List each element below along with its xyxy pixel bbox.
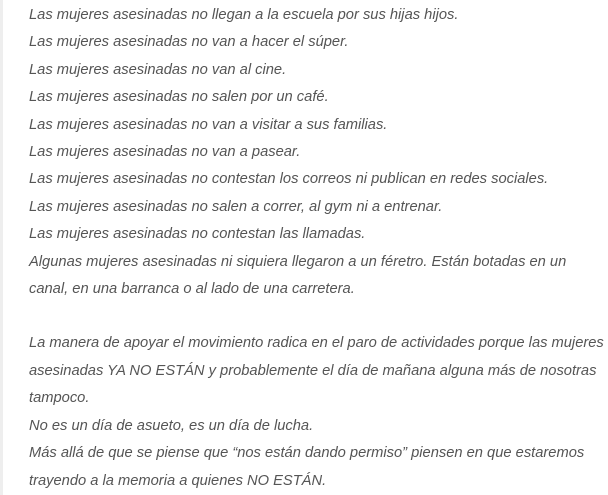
text-line: Las mujeres asesinadas no van a pasear. — [29, 144, 301, 161]
text-line: trayendo a la memoria a quienes NO ESTÁN. — [29, 472, 327, 489]
paragraph-spacer — [29, 303, 608, 330]
text-line: canal, en una barranca o al lado de una carretera. — [29, 281, 355, 298]
text-line: tampoco. — [29, 390, 90, 407]
text-line: Las mujeres asesinadas no salen por un café. — [29, 89, 329, 106]
text-line: No es un día de asueto, es un día de lucha. — [29, 417, 314, 434]
text-line: Las mujeres asesinadas no contestan las llamadas. — [29, 226, 366, 243]
text-line: Las mujeres asesinadas no van a visitar a sus familias. — [29, 116, 388, 133]
text-line: Las mujeres asesinadas no salen a correr, al gym ni a entrenar. — [29, 198, 443, 215]
text-line: Las mujeres asesinadas no van al cine. — [29, 61, 287, 78]
text-line: Más allá de que se piense que “nos están dando permiso” piensen en que estaremos — [29, 445, 585, 462]
text-line: Las mujeres asesinadas no contestan los correos ni publican en redes sociales. — [29, 171, 549, 188]
text-line: Algunas mujeres asesinadas ni siquiera llegaron a un féretro. Están botadas en un — [29, 253, 567, 270]
paragraph-strike-call — [29, 330, 608, 494]
text-line: Las mujeres asesinadas no van a hacer el súper. — [29, 34, 349, 51]
paragraph-murdered-women — [29, 2, 608, 303]
text-line: Las mujeres asesinadas no llegan a la escuela por sus hijas hijos. — [29, 7, 459, 23]
text-line: asesinadas YA NO ESTÁN y probablemente el día de mañana alguna más de nosotras — [29, 362, 597, 379]
text-line: La manera de apoyar el movimiento radica en el paro de actividades porque las mujeres — [29, 335, 604, 352]
